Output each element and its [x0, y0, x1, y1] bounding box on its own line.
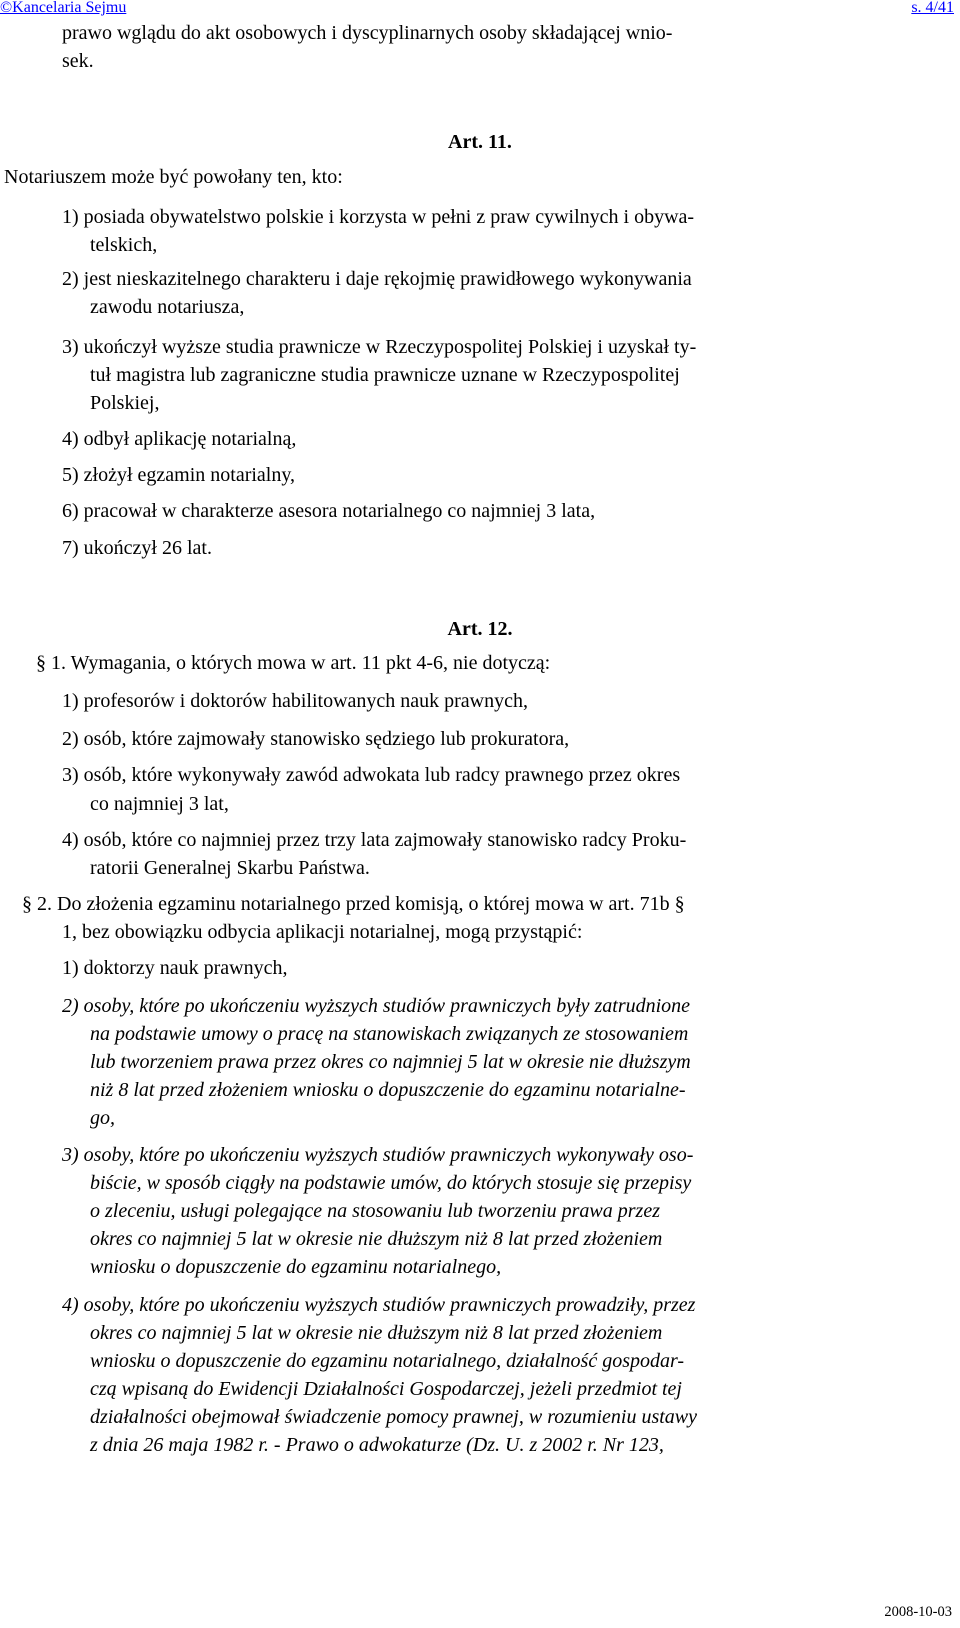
- intro-line: prawo wglądu do akt osobowych i dyscyplinarnych osoby składającej wnio-: [62, 22, 673, 44]
- article-heading-11: Art. 11.: [448, 131, 512, 153]
- art12-par2-item-1: 1) doktorzy nauk prawnych,: [62, 957, 288, 979]
- article-heading-12: Art. 12.: [447, 618, 513, 640]
- art12-par2-item-4-cont: z dnia 26 maja 1982 r. - Prawo o adwokaturze (Dz. U. z 2002 r. Nr 123,: [90, 1434, 664, 1456]
- art11-item-2: 2) jest nieskazitelnego charakteru i daje rękojmię prawidłowego wykonywania: [62, 268, 692, 290]
- art12-par1-item-4-cont: ratorii Generalnej Skarbu Państwa.: [90, 857, 370, 879]
- art12-par2-item-3: 3) osoby, które po ukończeniu wyższych studiów prawniczych wykonywały oso-: [62, 1144, 694, 1166]
- art11-item-5: 5) złożył egzamin notarialny,: [62, 464, 296, 486]
- art12-par2-item-2-cont: niż 8 lat przed złożeniem wniosku o dopuszczenie do egzaminu notarialne-: [90, 1079, 686, 1101]
- art11-item-1: 1) posiada obywatelstwo polskie i korzysta w pełni z praw cywilnych i obywa-: [62, 206, 695, 228]
- art11-item-3-cont: tuł magistra lub zagraniczne studia prawnicze uznane w Rzeczypospolitej: [90, 364, 680, 386]
- art12-par1-item-2: 2) osób, które zajmowały stanowisko sędziego lub prokuratora,: [62, 728, 570, 750]
- art12-par2-item-3-cont: biście, w sposób ciągły na podstawie umów, do których stosuje się przepisy: [90, 1172, 692, 1194]
- art11-lead: Notariuszem może być powołany ten, kto:: [4, 166, 343, 188]
- art12-par1-item-1: 1) profesorów i doktorów habilitowanych nauk prawnych,: [62, 690, 528, 712]
- art12-par1-lead: § 1. Wymagania, o których mowa w art. 11 pkt 4-6, nie dotyczą:: [36, 652, 551, 674]
- art12-par2-item-4-cont: czą wpisaną do Ewidencji Działalności Gospodarczej, jeżeli przedmiot tej: [90, 1378, 682, 1400]
- art11-item-3: 3) ukończył wyższe studia prawnicze w Rzeczypospolitej Polskiej i uzyskał ty-: [62, 336, 697, 358]
- art12-par2-item-3-cont: wniosku o dopuszczenie do egzaminu notarialnego,: [90, 1256, 502, 1278]
- art12-par2-item-4-cont: okres co najmniej 5 lat w okresie nie dłuższym niż 8 lat przed złożeniem: [90, 1322, 663, 1344]
- art12-par2-item-4-cont: wniosku o dopuszczenie do egzaminu notarialnego, działalność gospodar-: [90, 1350, 685, 1372]
- art12-par2-lead-cont: 1, bez obowiązku odbycia aplikacji notarialnej, mogą przystąpić:: [62, 921, 583, 943]
- art12-par2-lead: § 2. Do złożenia egzaminu notarialnego przed komisją, o której mowa w art. 71b §: [22, 893, 685, 915]
- intro-line: sek.: [62, 50, 94, 72]
- header-source: [0, 0, 126, 17]
- art12-par2-item-2: 2) osoby, które po ukończeniu wyższych studiów prawniczych były zatrudnione: [62, 995, 691, 1017]
- art12-par2-item-2-cont: na podstawie umowy o pracę na stanowiskach związanych ze stosowaniem: [90, 1023, 689, 1045]
- art11-item-6: 6) pracował w charakterze asesora notarialnego co najmniej 3 lata,: [62, 500, 596, 522]
- art11-item-3-cont: Polskiej,: [90, 392, 160, 414]
- art12-par2-item-2-cont: go,: [90, 1107, 115, 1129]
- art11-item-4: 4) odbył aplikację notarialną,: [62, 428, 297, 450]
- art12-par2-item-2-cont: lub tworzeniem prawa przez okres co najmniej 5 lat w okresie nie dłuższym: [90, 1051, 691, 1073]
- art12-par2-item-4-cont: działalności obejmował świadczenie pomocy prawnej, w rozumieniu ustawy: [90, 1406, 698, 1428]
- art12-par2-item-3-cont: o zleceniu, usługi polegające na stosowaniu lub tworzeniu prawa przez: [90, 1200, 660, 1222]
- art12-par1-item-4: 4) osób, które co najmniej przez trzy lata zajmowały stanowisko radcy Proku-: [62, 829, 687, 851]
- art11-item-2-cont: zawodu notariusza,: [90, 296, 245, 318]
- art12-par2-item-3-cont: okres co najmniej 5 lat w okresie nie dłuższym niż 8 lat przed złożeniem: [90, 1228, 663, 1250]
- footer-date: 2008-10-03: [884, 1604, 952, 1620]
- art11-item-1-cont: telskich,: [90, 234, 158, 256]
- art12-par1-item-3-cont: co najmniej 3 lat,: [90, 793, 229, 815]
- art12-par1-item-3: 3) osób, które wykonywały zawód adwokata lub radcy prawnego przez okres: [62, 764, 681, 786]
- art12-par2-item-4: 4) osoby, które po ukończeniu wyższych studiów prawniczych prowadziły, przez: [62, 1294, 696, 1316]
- page-number[interactable]: s. 4/41: [911, 0, 954, 16]
- header-source-link[interactable]: ©Kancelaria Sejmu: [0, 0, 127, 16]
- art11-item-7: 7) ukończył 26 lat.: [62, 537, 212, 559]
